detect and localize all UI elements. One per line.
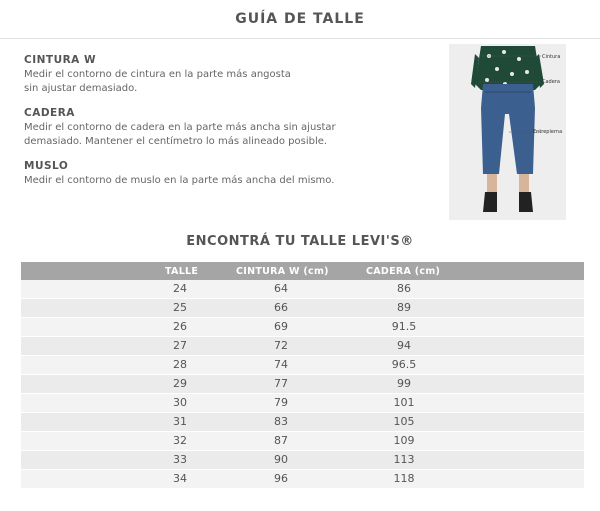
waist-cell: 66 [274,301,288,314]
header-size: TALLE [165,265,199,277]
waist-cell: 69 [274,320,288,333]
hip-cell: 86 [397,282,411,295]
size-cell: 32 [173,434,187,447]
table-row [21,413,584,432]
table-row [21,394,584,413]
table-row [21,451,584,470]
measure-description: Medir el contorno de muslo en la parte más ancha del mismo. [24,175,335,186]
header-hip: CADERA (cm) [366,265,441,277]
size-cell: 25 [173,301,187,314]
size-cell: 31 [173,415,187,428]
measure-title: CINTURA W [24,54,97,66]
hip-cell: 105 [393,415,415,428]
waist-cell: 90 [274,453,288,466]
hip-cell: 99 [397,377,411,390]
waist-cell: 64 [274,282,288,295]
hip-cell: 94 [397,339,411,352]
table-body [21,280,584,489]
measure-description: Medir el contorno de cintura en la parte más angosta sin ajustar demasiado. [24,69,291,94]
page-title: GUÍA DE TALLE [235,11,365,27]
model-photo [449,44,566,220]
waist-cell: 74 [274,358,288,371]
hip-cell: 113 [393,453,415,466]
size-cell: 30 [173,396,187,409]
waist-cell: 79 [274,396,288,409]
hip-cell: 109 [393,434,415,447]
size-cell: 33 [173,453,187,466]
measure-title: MUSLO [24,160,69,172]
measure-title: CADERA [24,107,75,119]
photo-label-waist: Cintura [542,54,561,60]
waist-cell: 87 [274,434,288,447]
table-row [21,318,584,337]
table-row [21,356,584,375]
hip-cell: 118 [393,472,415,485]
table-row [21,299,584,318]
measure-waist [24,54,434,96]
size-cell: 26 [173,320,187,333]
table-row [21,470,584,489]
measure-thigh [24,160,434,188]
size-cell: 34 [173,472,187,485]
waist-cell: 77 [274,377,288,390]
table-row [21,375,584,394]
measure-hip [24,107,434,149]
size-cell: 27 [173,339,187,352]
size-table-title: ENCONTRÁ TU TALLE LEVI'S® [186,234,414,249]
measurement-instructions [24,54,434,199]
size-cell: 29 [173,377,187,390]
table-header [21,262,584,280]
measure-description: Medir el contorno de cadera en la parte más ancha sin ajustar demasiado. Mantener el centímetro lo más alineado posible. [24,122,336,147]
photo-label-inseam: Entrepierna [533,129,563,135]
hip-cell: 96.5 [391,358,417,371]
table-row [21,337,584,356]
size-cell: 28 [173,358,187,371]
table-row [21,280,584,299]
page-header [0,0,600,39]
hip-cell: 101 [393,396,415,409]
size-table [21,262,584,489]
waist-cell: 96 [274,472,288,485]
waist-cell: 83 [274,415,288,428]
header-waist: CINTURA W (cm) [236,265,329,277]
hip-cell: 89 [397,301,411,314]
hip-cell: 91.5 [391,320,417,333]
photo-label-hip: Cadera [542,79,560,85]
size-cell: 24 [173,282,187,295]
waist-cell: 72 [274,339,288,352]
table-row [21,432,584,451]
